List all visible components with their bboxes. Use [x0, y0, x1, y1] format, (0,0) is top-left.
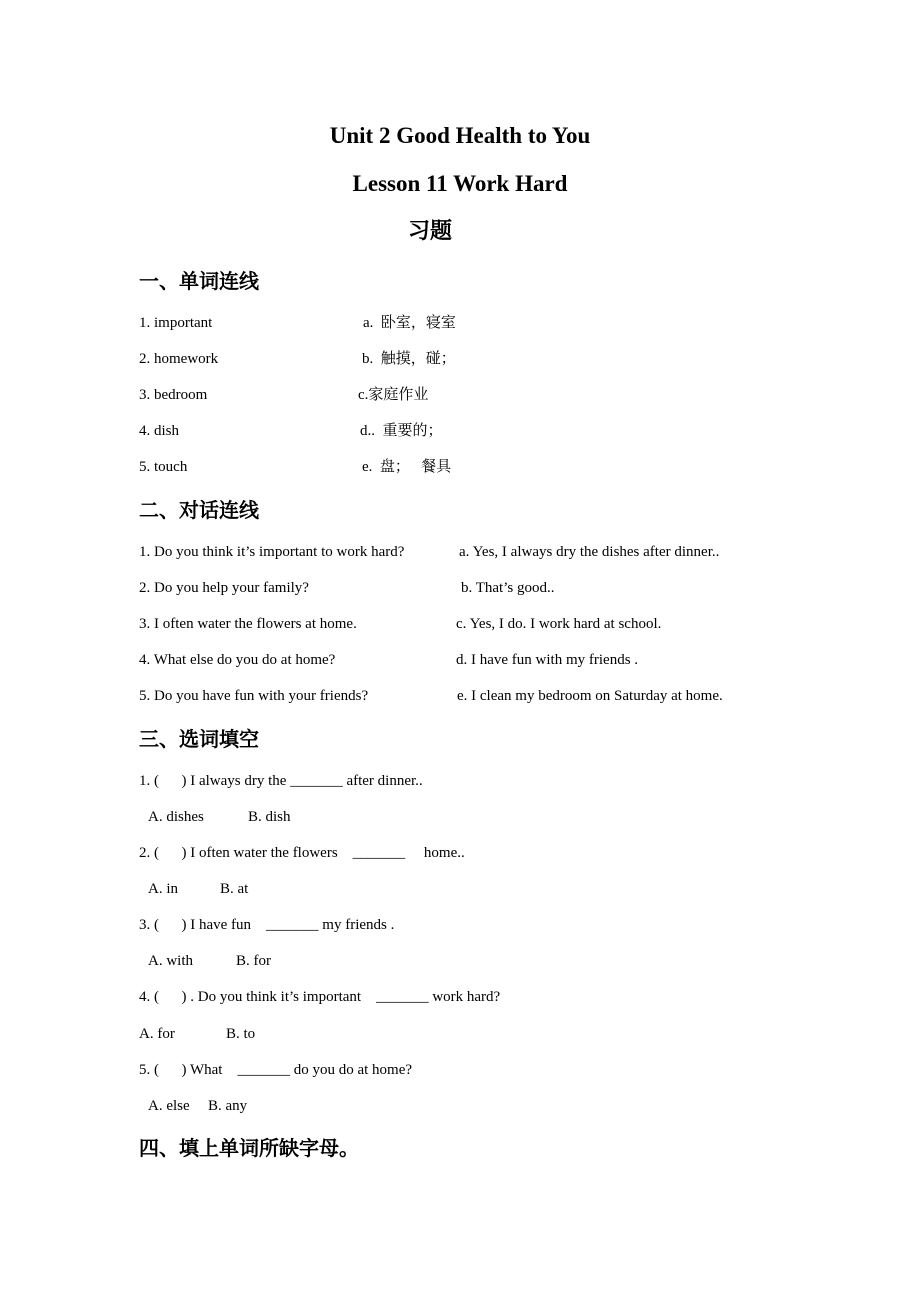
- fill-question: 2. ( ) I often water the flowers _______ home..: [139, 845, 465, 861]
- option-a: A. dishes: [148, 809, 204, 825]
- dialog-answer: b. That’s good..: [461, 580, 555, 596]
- section4-heading: 四、填上单词所缺字母。: [139, 1136, 359, 1160]
- meaning-item: e. 盘； 餐具: [362, 459, 452, 475]
- option-b: B. any: [208, 1098, 248, 1114]
- meaning-item: b. 触摸，碰；: [362, 351, 456, 367]
- dialog-question: 4. What else do you do at home?: [139, 652, 336, 668]
- option-b: B. at: [220, 881, 249, 897]
- dialog-question: 3. I often water the flowers at home.: [139, 616, 357, 632]
- dialog-question: 2. Do you help your family?: [139, 580, 309, 596]
- fill-question: 1. ( ) I always dry the _______ after dinner..: [139, 773, 423, 789]
- meaning-item: c.家庭作业: [358, 387, 429, 403]
- dialog-question: 1. Do you think it’s important to work hard?: [139, 544, 405, 560]
- option-b: B. for: [236, 953, 271, 969]
- word-item: 1. important: [139, 315, 213, 331]
- option-a: A. for: [139, 1026, 175, 1042]
- option-a: A. in: [148, 881, 178, 897]
- word-item: 2. homework: [139, 351, 219, 367]
- option-b: B. dish: [248, 809, 291, 825]
- option-b: B. to: [226, 1026, 256, 1042]
- document-title: Unit 2 Good Health to You: [329, 123, 591, 148]
- section1-heading: 一、单词连线: [139, 269, 259, 293]
- fill-question: 4. ( ) . Do you think it’s important _______ work hard?: [139, 989, 501, 1005]
- dialog-answer: e. I clean my bedroom on Saturday at home.: [457, 688, 723, 704]
- fill-question: 3. ( ) I have fun _______ my friends .: [139, 917, 395, 933]
- fill-question: 5. ( ) What _______ do you do at home?: [139, 1062, 413, 1078]
- dialog-question: 5. Do you have fun with your friends?: [139, 688, 369, 704]
- dialog-answer: a. Yes, I always dry the dishes after dinner..: [459, 544, 720, 560]
- section3-heading: 三、选词填空: [139, 727, 259, 751]
- word-item: 4. dish: [139, 423, 180, 439]
- word-item: 5. touch: [139, 459, 188, 475]
- option-a: A. else: [148, 1098, 190, 1114]
- section2-heading: 二、对话连线: [139, 498, 259, 522]
- meaning-item: d.. 重要的；: [360, 423, 443, 439]
- lesson-title: Lesson 11 Work Hard: [352, 171, 568, 196]
- option-a: A. with: [148, 953, 193, 969]
- exercise-subtitle: 习题: [407, 219, 452, 244]
- dialog-answer: c. Yes, I do. I work hard at school.: [456, 616, 662, 632]
- dialog-answer: d. I have fun with my friends .: [456, 652, 639, 668]
- meaning-item: a. 卧室，寝室: [363, 315, 456, 331]
- word-item: 3. bedroom: [139, 387, 208, 403]
